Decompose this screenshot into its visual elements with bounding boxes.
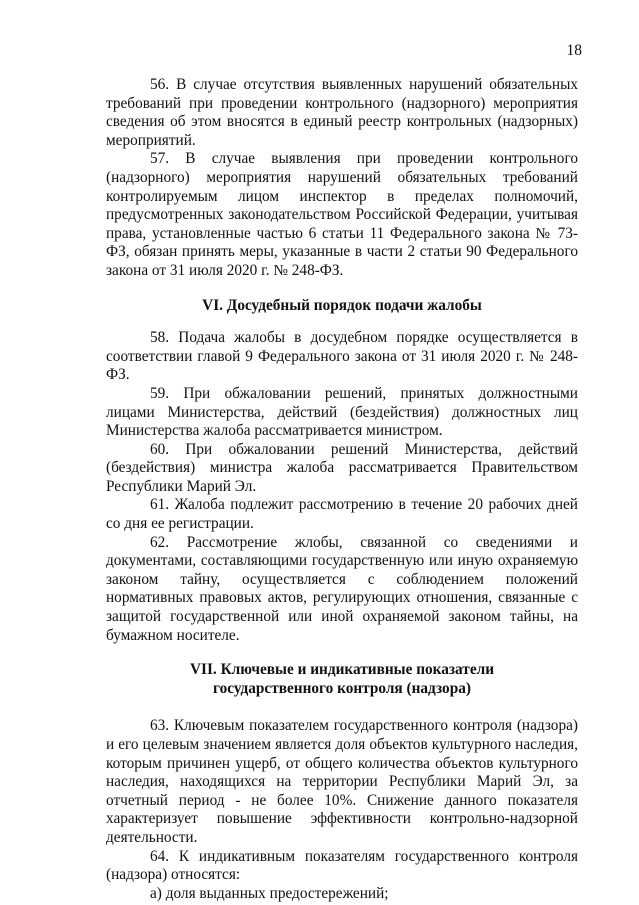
paragraph-56: 56. В случае отсутствия выявленных нарушений обязательных требований при проведении контрольного (надзорного) мероприятия сведения об этом вносятся в единый реестр контрольных (надзорных) мероприятий.: [106, 76, 578, 149]
section-7-heading-line-1: VII. Ключевые и индикативные показатели: [189, 661, 495, 679]
document-body: [106, 76, 578, 903]
paragraph-64: 64. К индикативным показателям государственного контроля (надзора) относятся:: [106, 847, 578, 884]
section-7-heading-line-2: государственного контроля (надзора): [213, 679, 471, 697]
paragraph-61: 61. Жалоба подлежит рассмотрению в течение 20 рабочих дней со дня ее регистрации.: [106, 496, 578, 533]
spacer: [106, 281, 578, 297]
paragraph-58: 58. Подача жалобы в досудебном порядке осуществляется в соответствии главой 9 Федерального закона от 31 июля 2020 г. № 248-ФЗ.: [106, 329, 578, 384]
spacer: [106, 698, 578, 717]
page-number: 18: [566, 42, 582, 59]
spacer: [106, 315, 578, 329]
spacer: [106, 645, 578, 661]
paragraph-63: 63. Ключевым показателем государственного контроля (надзора) и его целевым значением является доля объектов культурного наследия, которым причинен ущерб, от общего количества объектов культурного наследия, находящихся на территории Республики Марий Эл, за отчетный период - не более 10%. Снижение данного показателя характеризует повышение эффективности контрольно-надзорной деятельности.: [106, 717, 578, 846]
list-item-a: а) доля выданных предостережений;: [150, 884, 389, 902]
section-6-heading: VI. Досудебный порядок подачи жалобы: [202, 296, 482, 314]
paragraph-57: 57. В случае выявления при проведении контрольного (надзорного) мероприятия нарушений обязательных требований контролируемым лицом инспектор в пределах полномочий, предусмотренных законодательством Российской Федерации, учитывая права, установленные частью 6 статьи 11 Федерального закона № 73-ФЗ, обязан принять меры, указанные в части 2 статьи 90 Федерального закона от 31 июля 2020 г. № 248-ФЗ.: [106, 150, 578, 279]
paragraph-62: 62. Рассмотрение жлобы, связанной со сведениями и документами, составляющими государственную или иную охраняемую законом тайну, осуществляется с соблюдением положений нормативных правовых актов, регулирующих отношения, связанные с защитой государственной или иной охраняемой законом тайны, на бумажном носителе.: [106, 533, 578, 644]
paragraph-59: 59. При обжаловании решений, принятых должностными лицами Министерства, действий (бездействия) должностных лиц Министерства жалоба рассматривается министром.: [106, 384, 578, 440]
paragraph-60: 60. При обжаловании решений Министерства, действий (бездействия) министра жалоба рассматривается Правительством Республики Марий Эл.: [106, 440, 578, 495]
